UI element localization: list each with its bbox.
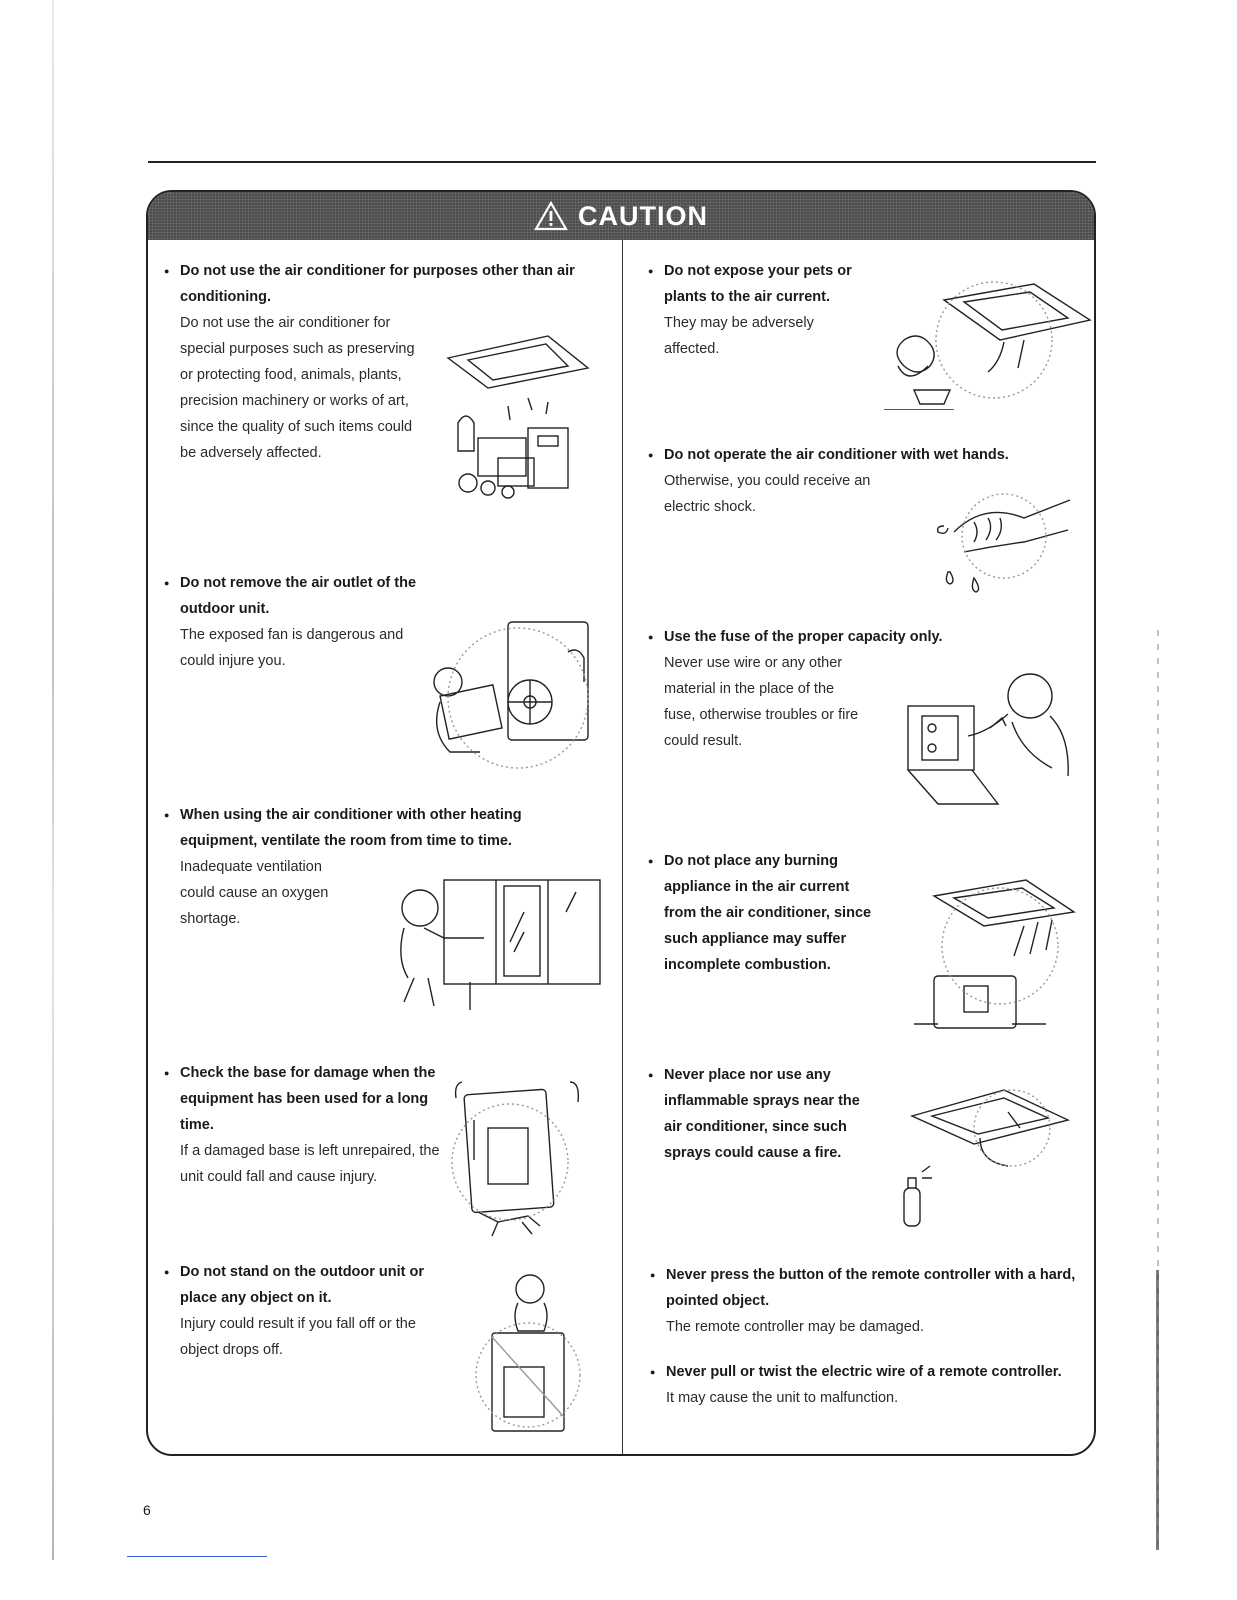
item-heading: ● Do not place any burning appliance in the air current from the air conditioner, since such appliance may suffer incomplete combustion. [664, 848, 879, 978]
item-heading: ● Do not use the air conditioner for purposes other than air conditioning. [180, 258, 600, 310]
caution-item-stand-on-unit [180, 1259, 440, 1363]
caution-item-pets-plants [664, 258, 874, 362]
item-heading: ● Use the fuse of the proper capacity only. [664, 624, 1004, 650]
item-heading: ● Never pull or twist the electric wire of a remote controller. [666, 1359, 1076, 1385]
illustration-pets-plants [884, 280, 1094, 410]
caution-item-air-outlet [180, 570, 420, 674]
item-body: Injury could result if you fall off or the object drops off. [180, 1316, 416, 1358]
item-body: Do not use the air conditioner for special purposes such as preserving or protecting food, animals, plants, precision machinery or works of art, since the quality of such items could be adversely affected. [180, 315, 415, 461]
item-heading: ● Do not expose your pets or plants to the air current. [664, 258, 874, 310]
footer-link-underline [127, 1556, 267, 1557]
scan-edge-right-dark [1156, 1270, 1159, 1550]
illustration-outdoor-fan [418, 602, 608, 772]
page-number: 6 [143, 1502, 151, 1518]
scan-edge-left [52, 0, 54, 1560]
illustration-fuse [900, 666, 1080, 806]
item-body: They may be adversely affected. [664, 315, 814, 357]
item-heading: ● Never press the button of the remote controller with a hard, pointed object. [666, 1262, 1076, 1314]
item-body: The exposed fan is dangerous and could injure you. [180, 627, 404, 669]
caution-item-base-damage [180, 1060, 440, 1190]
caution-banner [148, 192, 1094, 240]
item-body: Otherwise, you could receive an electric shock. [664, 473, 871, 515]
item-body: Inadequate ventilation could cause an oxygen shortage. [180, 859, 329, 927]
illustration-wet-hands [934, 492, 1074, 602]
item-heading: ● When using the air conditioner with other heating equipment, ventilate the room from time to time. [180, 802, 580, 854]
caution-item-remote-button [666, 1262, 1076, 1340]
item-heading: ● Check the base for damage when the equipment has been used for a long time. [180, 1060, 440, 1138]
caution-item-inflammable-sprays [664, 1062, 879, 1166]
item-heading: ● Never place nor use any inflammable sprays near the air conditioner, since such sprays could cause a fire. [664, 1062, 879, 1166]
warning-triangle-icon [534, 201, 568, 231]
illustration-burning-appliance [914, 876, 1084, 1036]
item-body: The remote controller may be damaged. [666, 1319, 924, 1335]
illustration-damaged-base [438, 1072, 588, 1242]
caution-box [146, 190, 1096, 1456]
item-body: Never use wire or any other material in the place of the fuse, otherwise troubles or fire could result. [664, 655, 859, 749]
caution-title: CAUTION [578, 200, 708, 231]
item-heading: ● Do not remove the air outlet of the outdoor unit. [180, 570, 420, 622]
header-rule [148, 161, 1096, 163]
item-heading: ● Do not operate the air conditioner with wet hands. [664, 442, 1084, 468]
illustration-food-machinery [438, 328, 598, 508]
item-body: It may cause the unit to malfunction. [666, 1390, 899, 1406]
caution-item-burning-appliance [664, 848, 879, 978]
item-body: If a damaged base is left unrepaired, the unit could fall and cause injury. [180, 1143, 440, 1185]
illustration-standing-on-unit [474, 1267, 584, 1437]
caution-item-remote-wire [666, 1359, 1076, 1411]
item-heading: ● Do not stand on the outdoor unit or place any object on it. [180, 1259, 440, 1311]
illustration-inflammable-spray [900, 1082, 1080, 1232]
illustration-ventilation-window [384, 872, 604, 1012]
column-divider [622, 240, 623, 1456]
